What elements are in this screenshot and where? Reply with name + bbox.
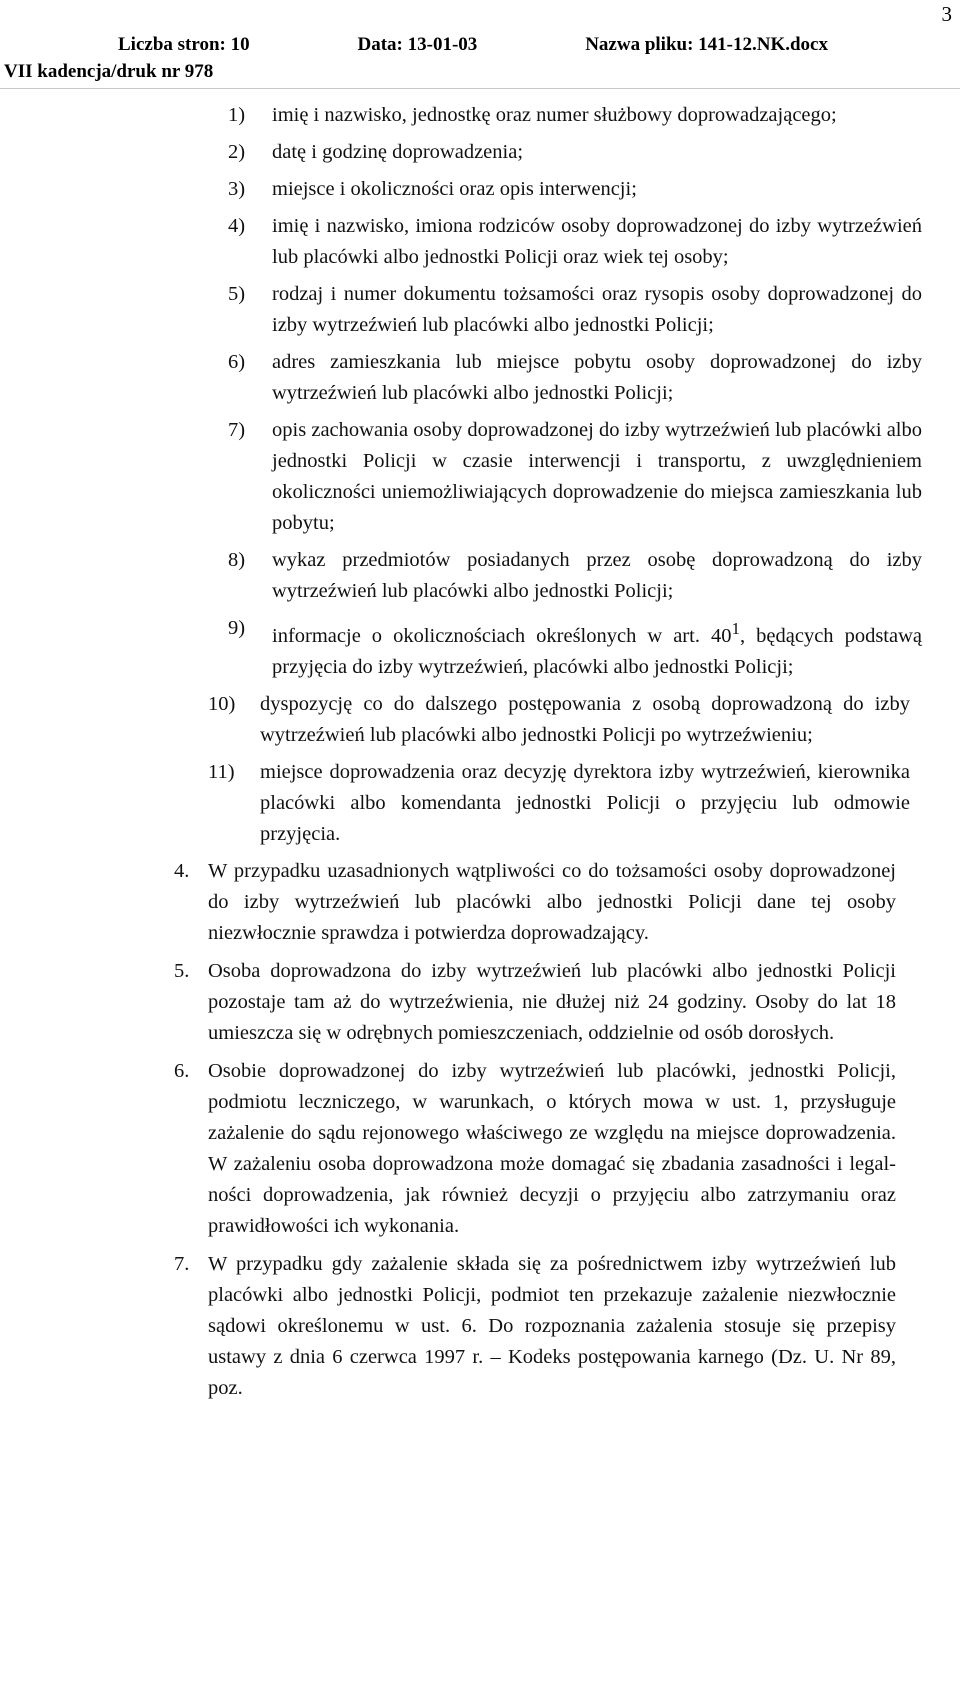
list-item (228, 211, 922, 273)
header-info-row (118, 34, 828, 56)
list-item (228, 100, 922, 131)
document-body (0, 100, 960, 1411)
paragraph (174, 956, 896, 1049)
list-item (228, 415, 922, 539)
list-item (228, 279, 922, 341)
list-item-number: 2) (228, 141, 246, 163)
list-item-text: adres zamieszkania lub miejsce pobytu osoby doprowadzonej do izby wytrzeźwień lub placówki albo jednostki Policji; (272, 351, 922, 404)
page-number: 3 (941, 2, 952, 26)
list-item-number: 5) (228, 283, 246, 305)
list-item-number: 8) (228, 549, 246, 571)
paragraph-number: 5. (174, 959, 190, 982)
list-item-text: miejsce i okoliczności oraz opis interwencji; (272, 178, 637, 200)
list-item-text: dyspozycję co do dalszego postępowania z osobą doprowadzoną do izby wytrzeźwień lub placówki albo jednostki Policji po wytrzeźwieniu; (260, 692, 910, 746)
list-item-text: imię i nazwisko, jednostkę oraz numer służbowy doprowadzającego; (272, 104, 837, 126)
list-item-text: datę i godzinę doprowadzenia; (272, 141, 524, 163)
list-item-text: opis zachowania osoby doprowadzonej do izby wytrzeźwień lub placówki albo jednostki Policji w czasie interwencji i transportu, z uwzględnieniem okoliczności uniemożliwiających doprowadzenie do miejsca zamieszkania lub pobytu; (272, 419, 922, 534)
list-item (228, 174, 922, 205)
document-header (0, 0, 960, 82)
paragraph-text: Osobie doprowadzonej do izby wytrzeźwień lub placówki, jednostki Policji, podmiotu leczniczego, w warunkach, o których mowa w ust. 1, przysługuje zażalenie do sądu rejonowego właściwego ze względu na miejsce doprowadzenia. W zażaleniu osoba doprowadzona może domagać się zbadania zasadności i legalności doprowadzenia, jak również decyzji o przyjęciu albo zatrzymaniu oraz prawidłowości ich wykonania. (208, 1059, 896, 1237)
header-divider (0, 88, 960, 89)
paragraph (174, 1056, 896, 1242)
list-item (228, 137, 922, 168)
paragraph-text: Osoba doprowadzona do izby wytrzeźwień lub placówki albo jednostki Policji pozostaje tam aż do wytrzeźwienia, nie dłużej niż 24 godziny. Osoby do lat 18 umieszcza się w odrębnych pomieszczeniach, oddzielnie od osób dorosłych. (208, 959, 896, 1044)
paragraph-text: W przypadku uzasadnionych wątpliwości co do tożsamości osoby doprowadzonej do izby wytrzeźwień lub placówki albo jednostki Policji dane tej osoby niezwłocznie sprawdza i potwierdza doprowadzający. (208, 859, 896, 944)
list-item-number: 4) (228, 215, 246, 237)
paragraph-text: W przypadku gdy zażalenie składa się za pośrednictwem izby wytrzeźwień lub placówki albo jednostki Policji, podmiot ten przekazuje zażalenie niezwłocznie sądowi określonemu w ust. 6. Do rozpoznania zażalenia stosuje się przepisy ustawy z dnia 6 czerwca 1997 r. – Kodeks postępowania karnego (Dz. U. Nr 89, poz. (208, 1252, 896, 1399)
list-item-text (272, 613, 922, 683)
list-item (228, 347, 922, 409)
list-item-number: 3) (228, 178, 246, 200)
list-item-number: 7) (228, 419, 246, 441)
file-name: Nazwa pliku: 141-12.NK.docx (585, 34, 828, 55)
paragraph (174, 856, 896, 949)
document-date: Data: 13-01-03 (357, 34, 478, 55)
list-item (208, 757, 910, 850)
paragraph-number: 7. (174, 1252, 190, 1275)
article-superscript: 1 (731, 619, 741, 638)
list-item-number: 10) (208, 692, 236, 715)
paragraph (174, 1249, 896, 1404)
list-item (228, 613, 922, 683)
list-item-number: 6) (228, 351, 246, 373)
list-item-text: rodzaj i numer dokumentu tożsamości oraz rysopis osoby doprowadzonej do izby wytrzeźwień lub placówki albo jednostki Policji; (272, 283, 922, 336)
list-item-text: miejsce doprowadzenia oraz decyzję dyrektora izby wytrzeźwień, kierownika placówki albo komendanta jednostki Policji o przyjęciu lub odmowie przyjęcia. (260, 760, 910, 845)
list-item-number: 1) (228, 104, 246, 126)
page-count: Liczba stron: 10 (118, 34, 250, 55)
list-item-text-end: , będących podstawą przyjęcia do izby wytrzeźwień, placówki albo jednostki Policji; (272, 624, 923, 678)
list-item-text: imię i nazwisko, imiona rodziców osoby doprowadzonej do izby wytrzeźwień lub placówki albo jednostki Policji oraz wiek tej osoby; (272, 215, 922, 268)
term-print-number: VII kadencja/druk nr 978 (4, 61, 214, 82)
list-item (228, 545, 922, 607)
list-item-text-start: informacje o okolicznościach określonych w art. 40 (272, 624, 732, 647)
list-item-number: 9) (228, 617, 246, 639)
list-item-number: 11) (208, 760, 235, 783)
list-item (208, 689, 910, 751)
paragraph-number: 4. (174, 859, 190, 882)
list-item-text: wykaz przedmiotów posiadanych przez osobę doprowadzoną do izby wytrzeźwień lub placówki albo jednostki Policji; (272, 549, 922, 602)
paragraph-number: 6. (174, 1059, 190, 1082)
